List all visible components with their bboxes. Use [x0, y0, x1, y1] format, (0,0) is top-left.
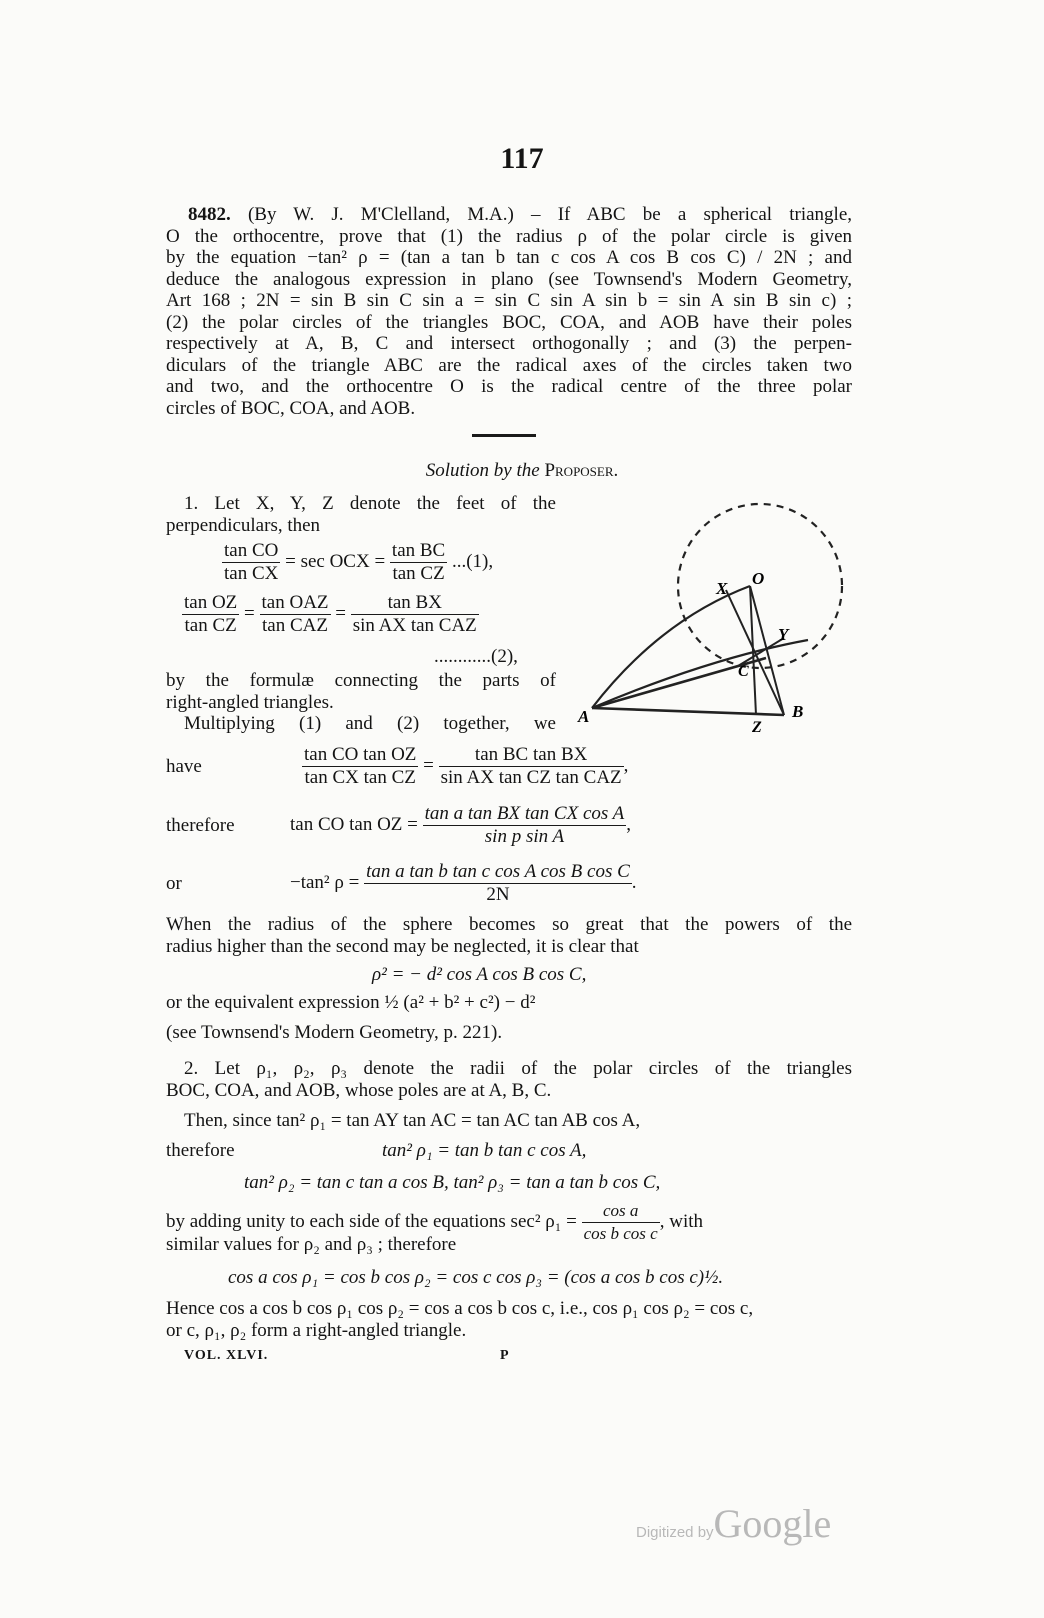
label-therefore-2: therefore: [166, 1140, 235, 1161]
fraction: $\frac{\text{cos a}}{\text{cos b cos c}}$: [583, 1201, 658, 1243]
problem-line: (2) the polar circles of the triangles BOC, COA, and AOB have their poles: [166, 311, 852, 333]
watermark: [636, 1500, 831, 1547]
equation-or: −tan² ρ = $\frac{\text{tan a tan b tan c cos A cos B cos C}}{2N}$ .: [290, 861, 637, 905]
problem-line-1: [188, 204, 852, 226]
fraction: $\frac{\text{tan CO tan OZ}}{\text{tan CX tan CZ}}$: [304, 744, 417, 788]
equation-therefore: tan CO tan OZ = $\frac{\text{tan a tan BX tan CX cos A}}{\text{sin p sin A}}$ ,: [290, 803, 632, 847]
fraction: $\frac{\text{tan BX}}{\text{sin AX tan CAZ}}$: [352, 592, 477, 636]
equivalent-expression: or the equivalent expression ½ (a² + b² + c²) − d²: [166, 992, 536, 1013]
part2-equation-pair: tan² ρ₂ = tan c tan a cos B, tan² ρ₃ = tan a tan b cos C,: [244, 1172, 661, 1193]
part2-intro: [166, 1058, 852, 1101]
equation-1: [222, 540, 493, 585]
problem-line: diculars of the triangle ABC are the radical axes of the circles taken two: [166, 354, 852, 376]
part1-after-line: right-angled triangles.: [166, 691, 334, 713]
equation-text: =: [335, 602, 346, 624]
solution-heading-name: Proposer.: [544, 460, 619, 481]
equation-text: =: [244, 602, 255, 624]
label-therefore: therefore: [166, 815, 235, 836]
when-paragraph: [166, 914, 852, 957]
label-Z: Z: [752, 719, 762, 736]
part2-intro-line: 2. Let ρ₁, ρ₂, ρ₃ denote the radii of the polar circles of the triangles: [184, 1058, 852, 1079]
label-Y: Y: [778, 625, 789, 644]
footer-signature: P: [500, 1348, 510, 1363]
problem-statement: [166, 204, 852, 419]
part2-then: Then, since tan² ρ₁ = tan AY tan AC = tan AC tan AB cos A,: [184, 1110, 641, 1131]
when-line: radius higher than the second may be neglected, it is clear that: [166, 935, 639, 957]
part1-after-line: by the formulæ connecting the parts of: [166, 670, 556, 691]
adding-text: by adding unity to each side of the equations sec² ρ₁ =: [166, 1210, 577, 1232]
problem-text: If ABC be a spherical triangle,: [557, 204, 853, 225]
fraction: $\frac{\text{tan BC}}{\text{tan CZ}}$: [391, 540, 446, 584]
part1-after-line: Multiplying (1) and (2) together, we: [184, 713, 556, 734]
part1-after: [166, 670, 556, 735]
label-have: have: [166, 756, 202, 777]
label-C: C: [738, 663, 749, 680]
fraction: $\frac{\text{tan a tan b tan c cos A cos B cos C}}{2N}$: [366, 861, 630, 905]
problem-line: circles of BOC, COA, and AOB.: [166, 397, 416, 419]
part2-similar: similar values for ρ₂ and ρ₃ ; therefore: [166, 1234, 457, 1255]
spherical-triangle-figure: [570, 490, 870, 740]
watermark-small: Digitized by: [636, 1524, 714, 1541]
arc-AO: [592, 586, 750, 708]
section-rule: [472, 434, 536, 437]
part2-therefore-equation: tan² ρ₁ = tan b tan c cos A,: [382, 1140, 587, 1161]
watermark-google: Google: [713, 1501, 832, 1546]
problem-line: Art 168 ; 2N = sin B sin C sin a = sin C sin A sin b = sin A sin B sin c) ;: [166, 290, 852, 311]
part1-intro: [166, 493, 556, 536]
label-O: O: [752, 569, 765, 588]
part2-cos-equation: cos a cos ρ₁ = cos b cos ρ₂ = cos c cos ρ₃ = (cos a cos b cos c)½.: [228, 1267, 724, 1288]
label-B: B: [792, 702, 804, 721]
when-line: When the radius of the sphere becomes so great that the powers of the: [166, 914, 852, 935]
problem-number: 8482.: [188, 204, 231, 225]
problem-line: deduce the analogous expression in plano (see Townsend's Modern Geometry,: [166, 268, 852, 290]
equation-2: [182, 592, 479, 637]
fraction: $\frac{\text{tan a tan BX tan CX cos A}}{\text{sin p sin A}}$: [424, 803, 625, 847]
solution-heading: [0, 460, 1044, 482]
label-or: or: [166, 873, 182, 894]
fraction: $\frac{\text{tan OZ}}{\text{tan CZ}}$: [184, 592, 238, 636]
problem-line: O the orthocentre, prove that (1) the radius ρ of the polar circle is given: [166, 225, 852, 247]
equation-text: tan CO tan OZ =: [290, 813, 418, 835]
footer-volume: VOL. XLVI.: [184, 1348, 269, 1363]
solution-heading-prefix: Solution by the: [425, 460, 540, 481]
problem-line: by the equation −tan² ρ = (tan a tan b tan c cos A cos B cos C) / 2N ; and: [166, 247, 852, 268]
page-number: 117: [500, 142, 544, 175]
part2-or-line: or c, ρ₁, ρ₂ form a right-angled triangle.: [166, 1320, 467, 1341]
equation-have: $\frac{\text{tan CO tan OZ}}{\text{tan CX tan CZ}}$ = $\frac{\text{tan BC tan BX}}{\text{sin AX tan CZ tan CAZ}}$ ,: [304, 744, 629, 788]
equation-text: =: [423, 754, 434, 776]
label-X: X: [716, 579, 728, 598]
part2-intro-line: BOC, COA, and AOB, whose poles are at A, B, C.: [166, 1079, 552, 1101]
fraction: $\frac{\text{tan OAZ}}{\text{tan CAZ}}$: [261, 592, 329, 636]
fraction: $\frac{\text{tan CO}}{\text{tan CX}}$: [224, 540, 279, 584]
rho-squared-equation: ρ² = − d² cos A cos B cos C,: [372, 964, 587, 985]
label-A: A: [578, 707, 590, 726]
equation-2-tag: ............(2),: [434, 646, 518, 667]
problem-line: respectively at A, B, C and intersect orthogonally ; and (3) the perpen-: [166, 333, 852, 354]
problem-author: (By W. J. M'Clelland, M.A.) –: [247, 204, 541, 225]
part2-hence: Hence cos a cos b cos ρ₁ cos ρ₂ = cos a cos b cos c, i.e., cos ρ₁ cos ρ₂ = cos c,: [166, 1298, 754, 1319]
equation-text: −tan² ρ =: [290, 871, 360, 893]
part1-intro-line: 1. Let X, Y, Z denote the feet of the: [184, 493, 556, 514]
fraction: $\frac{\text{tan BC tan BX}}{\text{sin AX tan CZ tan CAZ}}$: [440, 744, 622, 788]
problem-line: and two, and the orthocentre O is the radical centre of the three polar: [166, 376, 852, 397]
adding-end: , with: [659, 1210, 703, 1232]
part1-intro-line: perpendiculars, then: [166, 514, 321, 536]
see-reference: (see Townsend's Modern Geometry, p. 221).: [166, 1022, 503, 1043]
equation-tag: ...(1),: [451, 550, 494, 572]
equation-text: = sec OCX =: [285, 550, 386, 572]
